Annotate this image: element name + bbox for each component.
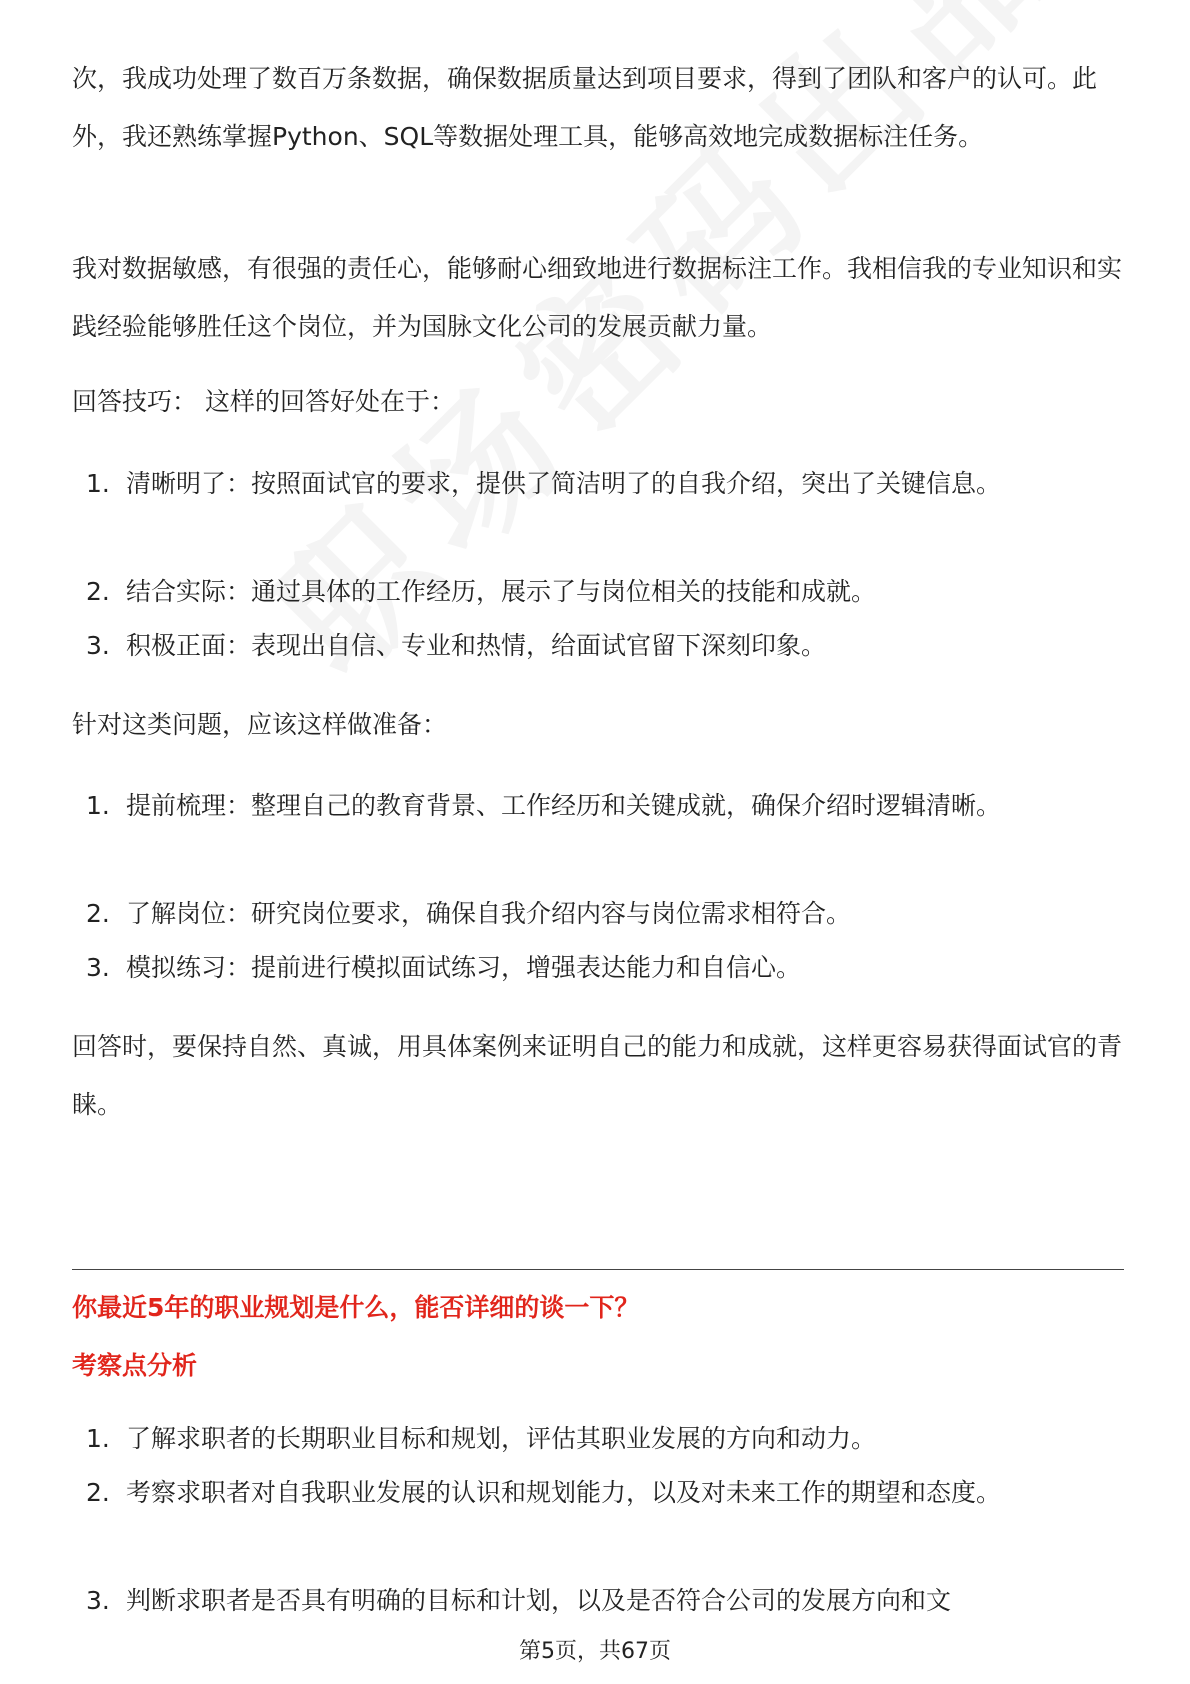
page-footer: 第5页，共67页 [519, 1639, 671, 1664]
paragraph-preparation: 针对这类问题，应该这样做准备： [72, 710, 448, 739]
paragraph-closing: 回答时，要保持自然、真诚，用具体案例来证明自己的能力和成就，这样更容易获得面试官的青睐。 [72, 1032, 1123, 1119]
list-number: 2. [86, 899, 110, 928]
list-text: 了解求职者的长期职业目标和规划，评估其职业发展的方向和动力。 [126, 1424, 877, 1453]
list-text: 模拟练习：提前进行模拟面试练习，增强表达能力和自信心。 [126, 953, 802, 982]
list-text: 考察求职者对自我职业发展的认识和规划能力，以及对未来工作的期望和态度。 [126, 1478, 1002, 1507]
list-number: 3. [86, 953, 110, 982]
list-text: 提前梳理：整理自己的教育背景、工作经历和关键成就，确保介绍时逻辑清晰。 [126, 791, 1002, 820]
list-number: 1. [86, 791, 110, 820]
list-text: 积极正面：表现出自信、专业和热情，给面试官留下深刻印象。 [126, 631, 827, 660]
paragraph-responsibility: 我对数据敏感，有很强的责任心，能够耐心细致地进行数据标注工作。我相信我的专业知识和实践经验能够胜任这个岗位，并为国脉文化公司的发展贡献力量。 [72, 254, 1123, 341]
list-text: 结合实际：通过具体的工作经历，展示了与岗位相关的技能和成就。 [126, 577, 877, 606]
paragraph-experience: 次，我成功处理了数百万条数据，确保数据质量达到项目要求，得到了团队和客户的认可。此外，我还熟练掌握Python、SQL等数据处理工具，能够高效地完成数据标注任务。 [72, 64, 1098, 151]
list-text: 了解岗位：研究岗位要求，确保自我介绍内容与岗位需求相符合。 [126, 899, 852, 928]
list-number: 3. [86, 1586, 110, 1615]
list-text: 判断求职者是否具有明确的目标和计划，以及是否符合公司的发展方向和文 [126, 1586, 952, 1615]
list-text: 清晰明了：按照面试官的要求，提供了简洁明了的自我介绍，突出了关键信息。 [126, 469, 1002, 498]
list-number: 1. [86, 469, 110, 498]
list-number: 2. [86, 577, 110, 606]
section-divider [72, 1269, 1124, 1270]
list-number: 1. [86, 1424, 110, 1453]
list-number: 3. [86, 631, 110, 660]
analysis-heading: 考察点分析 [72, 1351, 198, 1380]
list-number: 2. [86, 1478, 110, 1507]
question-heading: 你最近5年的职业规划是什么，能否详细的谈一下？ [72, 1293, 640, 1322]
paragraph-answer-tips: 回答技巧： 这样的回答好处在于： [72, 387, 455, 416]
